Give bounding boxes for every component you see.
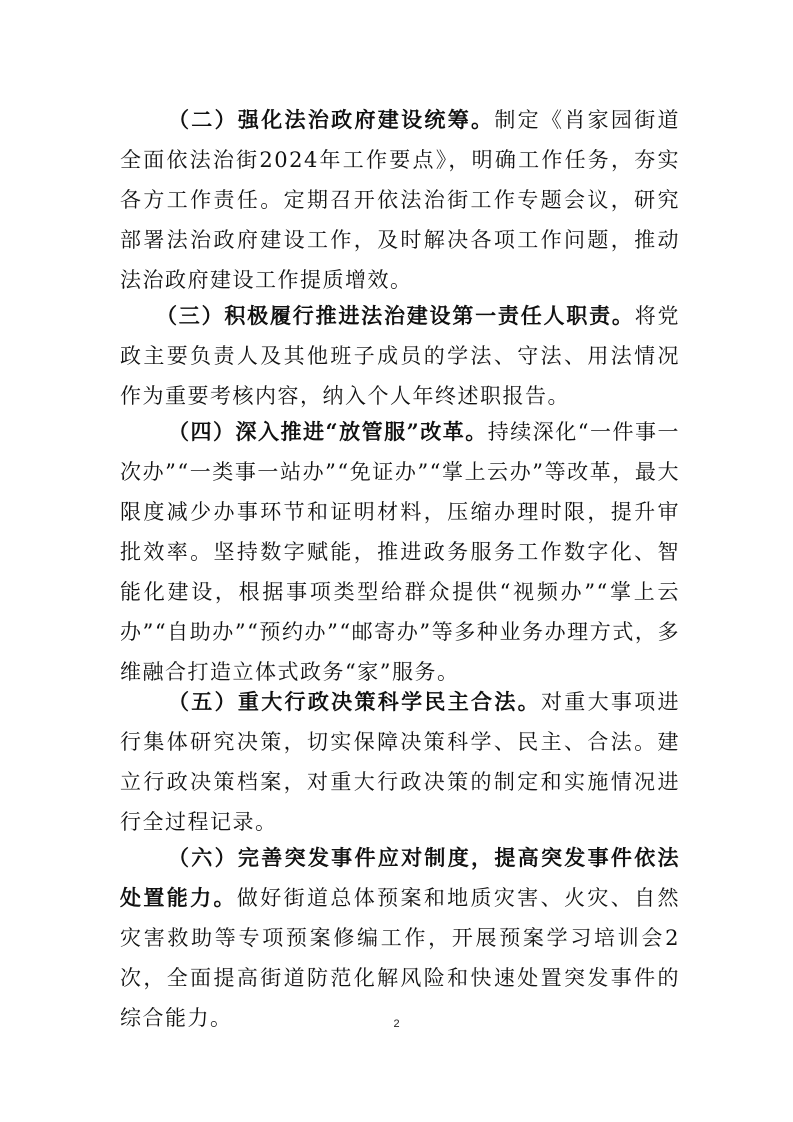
paragraph-strengthen-rule-of-law-government [120, 100, 680, 300]
paragraph-heading: （二）强化法治政府建设统筹。 [168, 107, 495, 132]
paragraph-body: 对重大事项进行集体研究决策，切实保障决策科学、民主、合法。建立行政决策档案，对重大行政决策的制定和实施情况进行全过程记录。 [120, 690, 681, 834]
paragraph-emergency-response-system [120, 838, 680, 1038]
paragraph-heading: （三）积极履行推进法治建设第一责任人职责。 [156, 303, 635, 328]
paragraph-body: 将党政主要负责人及其他班子成员的学法、守法、用法情况作为重要考核内容，纳入个人年终述职报告。 [120, 304, 680, 408]
paragraph-streamline-administration-reform [120, 412, 680, 692]
paragraph-body: 制定《肖家园街道全面依法治街2024年工作要点》，明确工作任务，夯实各方工作责任。定期召开依法治街工作专题会议，研究部署法治政府建设工作，及时解决各项工作问题，推动法治政府建设工作提质增效。 [120, 108, 681, 292]
paragraph-heading: （六）完善突发事件应对制度，提高突发事件依法处置能力。 [120, 845, 680, 910]
paragraph-major-administrative-decisions [120, 682, 680, 842]
paragraph-body: 做好街道总体预案和地质灾害、火灾、自然灾害救助等专项预案修编工作，开展预案学习培训会2次，全面提高街道防范化解风险和快速处置突发事件的综合能力。 [120, 886, 681, 1030]
paragraph-heading: （五）重大行政决策科学民主合法。 [168, 689, 541, 714]
paragraph-first-responsible-person-duties [120, 296, 680, 416]
paragraph-body: 持续深化“一件事一次办”“一类事一站办”“免证办”“掌上云办”等改革，最大限度减少办事环节和证明材料，压缩办理时限，提升审批效率。坚持数字赋能，推进政务服务工作数字化、智能化建设，根据事项类型给群众提供“视频办”“掌上云办”“自助办”“预约办”“邮寄办”等多种业务办理方式，多维融合打造立体式政务“家”服务。 [120, 420, 680, 684]
page-number: 2 [393, 1018, 400, 1030]
paragraph-heading: （四）深入推进“放管服”改革。 [168, 419, 488, 444]
